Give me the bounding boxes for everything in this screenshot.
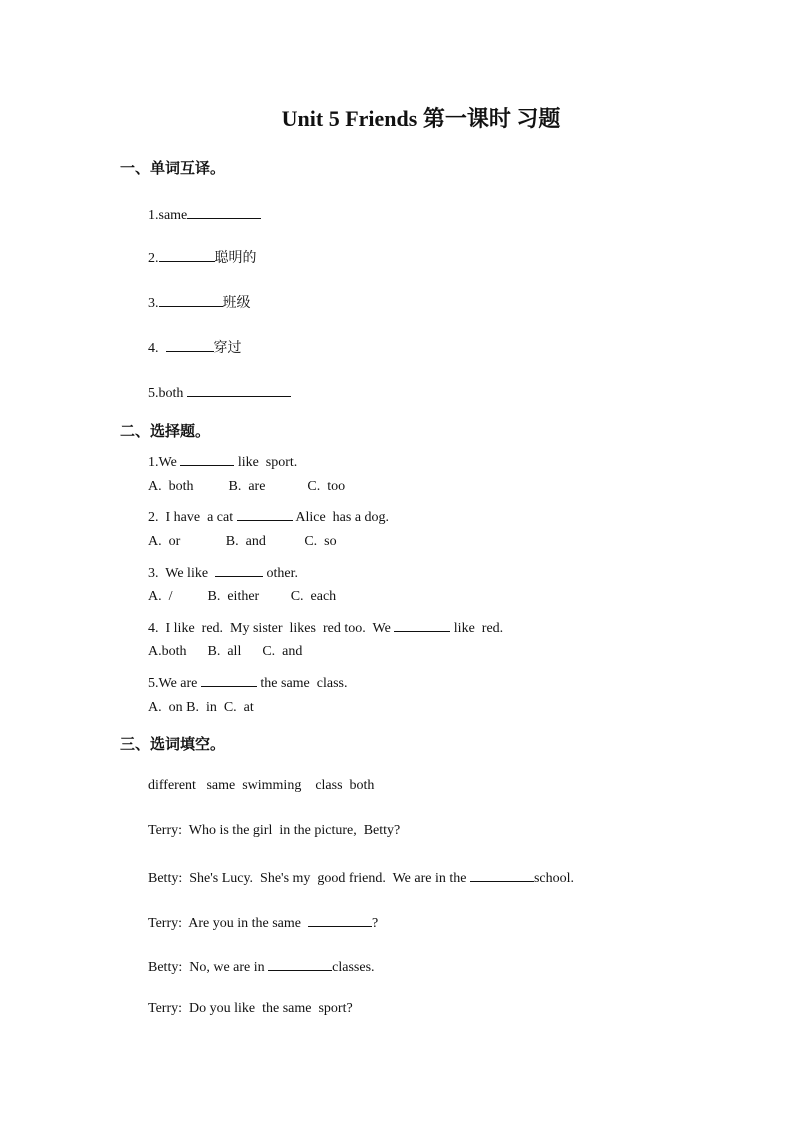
answer-blank[interactable] <box>187 204 261 219</box>
question-5 <box>148 672 348 692</box>
question-5-tail: the same class. <box>256 676 348 691</box>
question-4 <box>148 617 503 637</box>
vocab-item-4-number: 4. <box>148 341 166 356</box>
question-5-stem: 5.We are <box>148 676 201 691</box>
vocab-item-5 <box>148 382 291 402</box>
answer-blank[interactable] <box>268 956 332 971</box>
vocab-item-4 <box>148 337 242 357</box>
answer-blank[interactable] <box>166 337 214 352</box>
question-5-options: A. on B. in C. at <box>148 700 254 715</box>
question-2-stem: 2. I have a cat <box>148 510 237 525</box>
vocab-item-1 <box>148 204 261 224</box>
answer-blank[interactable] <box>470 867 534 882</box>
vocab-item-5-text: 5.both <box>148 386 187 401</box>
answer-blank[interactable] <box>201 672 257 687</box>
dialogue-line-5: Terry: Do you like the same sport? <box>148 1001 353 1016</box>
question-3-options: A. / B. either C. each <box>148 589 337 604</box>
vocab-item-1-text: 1.same <box>148 208 188 223</box>
word-bank: different same swimming class both <box>148 778 375 793</box>
dialogue-line-3-tail: ? <box>371 916 379 931</box>
vocab-item-2-word: 聪明的 <box>214 251 257 266</box>
answer-blank[interactable] <box>237 506 293 521</box>
page-title: Unit 5 Friends 第一课时 习题 <box>281 106 561 131</box>
dialogue-line-4-tail: classes. <box>332 960 375 975</box>
question-2-tail: Alice has a dog. <box>292 510 390 525</box>
answer-blank[interactable] <box>308 912 372 927</box>
dialogue-line-2 <box>148 867 574 887</box>
section-1-heading: 一、单词互译。 <box>120 161 226 177</box>
answer-blank[interactable] <box>394 617 450 632</box>
dialogue-line-4-text: Betty: No, we are in <box>148 960 269 975</box>
vocab-item-2-number: 2. <box>148 251 159 266</box>
dialogue-line-3 <box>148 912 378 932</box>
question-1 <box>148 451 297 471</box>
vocab-item-3 <box>148 292 251 312</box>
dialogue-line-3-text: Terry: Are you in the same <box>148 916 308 931</box>
vocab-item-3-number: 3. <box>148 296 159 311</box>
answer-blank[interactable] <box>159 292 223 307</box>
question-1-stem: 1.We <box>148 455 181 470</box>
question-1-options: A. both B. are C. too <box>148 479 346 494</box>
question-3 <box>148 562 298 582</box>
dialogue-line-1: Terry: Who is the girl in the picture, Betty? <box>148 823 401 838</box>
answer-blank[interactable] <box>180 451 234 466</box>
dialogue-line-4 <box>148 956 375 976</box>
dialogue-line-2-tail: school. <box>533 871 575 886</box>
vocab-item-3-word: 班级 <box>222 296 251 311</box>
question-4-options: A.both B. all C. and <box>148 644 303 659</box>
section-3-heading: 三、选词填空。 <box>120 737 226 753</box>
question-1-tail: like sport. <box>234 455 298 470</box>
answer-blank[interactable] <box>159 247 215 262</box>
answer-blank[interactable] <box>187 382 291 397</box>
vocab-item-4-word: 穿过 <box>213 341 242 356</box>
question-3-tail: other. <box>263 566 299 581</box>
dialogue-line-2-text: Betty: She's Lucy. She's my good friend. We are in the <box>148 871 470 886</box>
question-2-options: A. or B. and C. so <box>148 534 337 549</box>
section-2-heading: 二、选择题。 <box>120 424 211 440</box>
answer-blank[interactable] <box>215 562 263 577</box>
question-2 <box>148 506 389 526</box>
question-4-tail: like red. <box>450 621 504 636</box>
question-4-stem: 4. I like red. My sister likes red too. We <box>148 621 395 636</box>
vocab-item-2 <box>148 247 257 267</box>
question-3-stem: 3. We like <box>148 566 216 581</box>
